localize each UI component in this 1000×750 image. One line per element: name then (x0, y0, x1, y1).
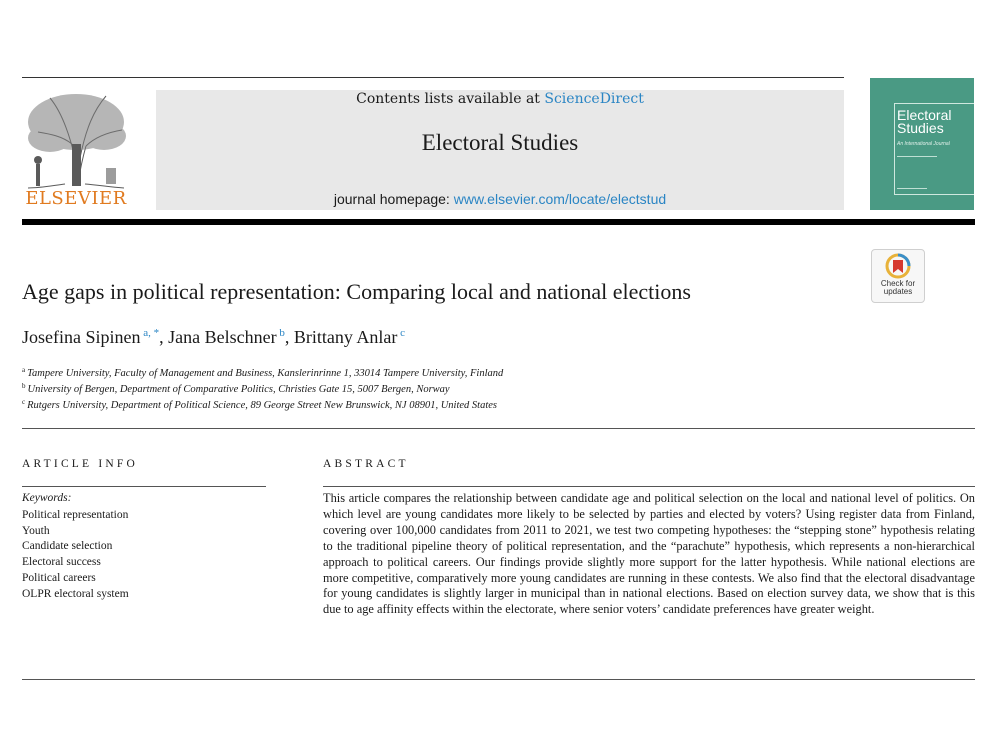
abstract-rule (323, 486, 975, 487)
author-affiliation-mark[interactable]: a, * (143, 327, 160, 339)
section-divider (22, 428, 975, 429)
author-list: Josefina Sipinen $^{a, *}$, Jana Belschner $^b$, Brittany Anlar $^c$ (22, 327, 405, 347)
keyword-item: Political representation (22, 509, 129, 521)
bottom-divider (22, 679, 975, 680)
article-title: Age gaps in political representation: Comparing local and national elections (22, 279, 691, 304)
homepage-prefix: journal homepage: (333, 191, 454, 207)
sciencedirect-link[interactable]: ScienceDirect (544, 91, 644, 107)
cover-subtitle: An International Journal (897, 141, 950, 147)
keyword-item: OLPR electoral system (22, 587, 129, 600)
cover-rule (897, 156, 937, 157)
affiliation: $^b$ University of Bergen, Department of Comparative Politics, Christies Gate 15, 5007 Bergen, Norway (22, 382, 450, 395)
author-name[interactable]: Brittany Anlar (293, 327, 398, 347)
elsevier-logo[interactable] (20, 88, 132, 212)
keyword-item: Electoral success (22, 556, 101, 569)
elsevier-wordmark: ELSEVIER (25, 188, 127, 209)
affiliation: $^c$ Rutgers University, Department of Political Science, 89 George Street New Brunswick, NJ 08901, United States (22, 398, 497, 411)
author-name[interactable]: Jana Belschner (168, 327, 277, 347)
cover-rule (897, 188, 927, 189)
journal-title[interactable]: Electoral Studies (421, 130, 579, 155)
journal-banner (156, 90, 844, 210)
header-divider (22, 219, 975, 225)
keywords-list (22, 508, 129, 602)
abstract-heading: ABSTRACT (323, 458, 409, 470)
article-info-rule (22, 486, 266, 487)
author-name[interactable]: Josefina Sipinen (22, 327, 141, 347)
check-updates-label: Check for updates (880, 279, 916, 296)
contents-line (156, 91, 844, 107)
homepage-line (156, 191, 844, 207)
keyword-item: Candidate selection (22, 540, 113, 553)
contents-prefix: Contents lists available at (356, 91, 545, 107)
affiliation: $^a$ Tampere University, Faculty of Management and Business, Kanslerinrinne 1, 33014 Tampere University, Finland (22, 366, 504, 379)
cover-title: Electoral Studies (897, 107, 952, 136)
journal-homepage-link[interactable]: www.elsevier.com/locate/electstud (453, 191, 667, 207)
author-affiliation-mark[interactable]: b (279, 327, 285, 339)
keyword-item: Political careers (22, 571, 96, 584)
article-info-heading: ARTICLE INFO (22, 458, 138, 470)
header-top-rule (22, 77, 844, 78)
check-updates-icon (885, 253, 911, 279)
author-affiliation-mark[interactable]: c (400, 327, 405, 339)
abstract-text: This article compares the relationship between candidate age and political selection on the local and national level of politics. On which level are young candidates more likely to be selected by parties and elected by voters? Using register data from Finland, covering over 100,000 candidates from 2011 to 2021, we test two competing hypotheses: the “stepping stone” hypothesis relating to the traditional pipeline theory of political representation, and the “parachute” hypothesis, which represents a non-hierarchical approach to political careers. Our findings provide slightly more support for the latter hypothesis. While national elections are more competitive, comparatively more young candidates are running in these contests. We also find that the electoral disadvantage for young candidates is slightly larger in municipal than in national elections. Based on election survey data, we show that is this due to age affinity effects within the electorate, where senior voters’ candidate preferences have greater weight. (323, 491, 975, 617)
check-for-updates-button[interactable] (871, 249, 925, 303)
keyword-item: Youth (22, 524, 50, 537)
keywords-label: Keywords: (22, 492, 72, 504)
journal-cover[interactable] (870, 78, 974, 210)
